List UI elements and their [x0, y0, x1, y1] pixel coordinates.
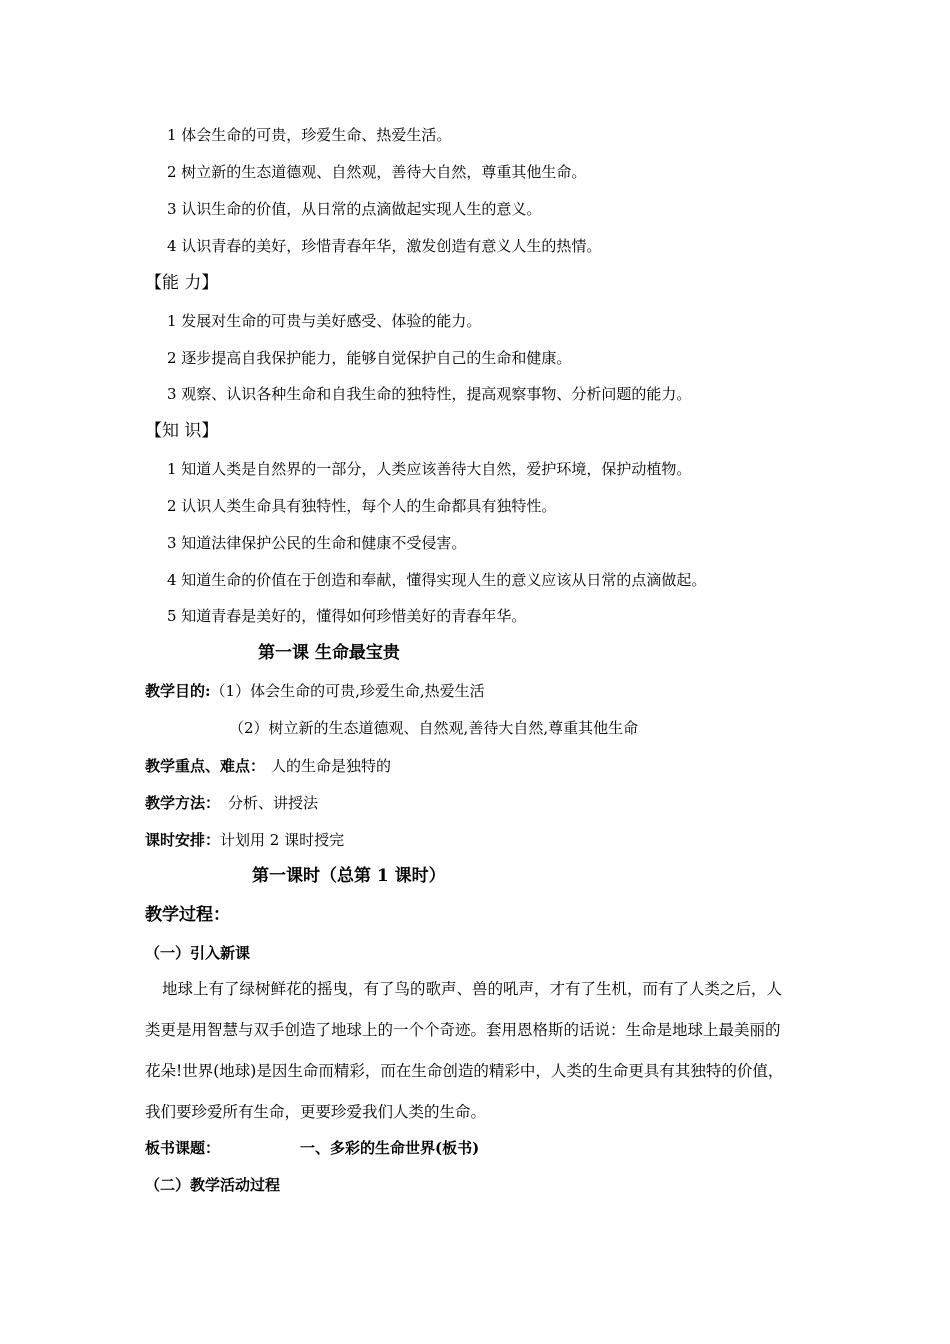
- activity-heading: （二）教学活动过程: [145, 1176, 281, 1194]
- key-row: [145, 756, 391, 776]
- knowledge-item: 2 认识人类生命具有独特性，每个人的生命都具有独特性。: [167, 497, 557, 515]
- goal-item: 4 认识青春的美好，珍惜青春年华，激发创造有意义人生的热情。: [167, 237, 602, 255]
- objective-label: 教学目的:: [145, 682, 211, 700]
- method-value: 分析、讲授法: [228, 794, 319, 812]
- lesson-title: 第一课 生命最宝贵: [258, 643, 400, 663]
- schedule-label: 课时安排：: [145, 831, 221, 849]
- ability-item: 2 逐步提高自我保护能力，能够自觉保护自己的生命和健康。: [167, 349, 572, 367]
- goal-item: 1 体会生命的可贵，珍爱生命、热爱生活。: [167, 126, 452, 144]
- knowledge-heading: 【知 识】: [145, 421, 219, 441]
- objective-row: [145, 681, 485, 701]
- intro-paragraph-line: 类更是用智慧与双手创造了地球上的一个个奇迹。套用恩格斯的话说：生命是地球上最美丽的: [145, 1021, 781, 1039]
- knowledge-item: 3 知道法律保护公民的生命和健康不受侵害。: [167, 534, 467, 552]
- intro-paragraph-line: 地球上有了绿树鲜花的摇曳，有了鸟的歌声、兽的吼声，才有了生机，而有了人类之后，人: [162, 980, 783, 998]
- board-row: [145, 1138, 479, 1158]
- objective-1: （1）体会生命的可贵,珍爱生命,热爱生活: [210, 682, 485, 700]
- ability-heading: 【能 力】: [145, 273, 219, 293]
- goal-item: 2 树立新的生态道德观、自然观，善待大自然，尊重其他生命。: [167, 163, 587, 181]
- intro-paragraph-line: 花朵!世界(地球)是因生命而精彩，而在生命创造的精彩中，人类的生命更具有其独特的价值，: [145, 1062, 784, 1080]
- process-heading: 教学过程：: [145, 905, 230, 925]
- method-label: 教学方法：: [145, 794, 221, 812]
- schedule-value: 计划用 2 课时授完: [220, 831, 345, 849]
- ability-item: 3 观察、认识各种生命和自我生命的独特性，提高观察事物、分析问题的能力。: [167, 385, 692, 403]
- key-value: 人的生命是独特的: [271, 757, 392, 775]
- board-value: 一、多彩的生命世界(板书): [300, 1139, 480, 1157]
- board-label: 板书课题：: [145, 1139, 221, 1157]
- schedule-row: [145, 830, 344, 850]
- ability-item: 1 发展对生命的可贵与美好感受、体验的能力。: [167, 312, 482, 330]
- period-title: 第一课时（总第 1 课时）: [252, 866, 446, 886]
- intro-paragraph-line: 我们要珍爱所有生命，更要珍爱我们人类的生命。: [145, 1103, 487, 1121]
- key-label: 教学重点、难点：: [145, 757, 266, 775]
- objective-2: （2）树立新的生态道德观、自然观,善待大自然,尊重其他生命: [229, 719, 639, 737]
- method-row: [145, 793, 318, 813]
- knowledge-item: 1 知道人类是自然界的一部分，人类应该善待大自然，爱护环境，保护动植物。: [167, 460, 692, 478]
- knowledge-item: 4 知道生命的价值在于创造和奉献，懂得实现人生的意义应该从日常的点滴做起。: [167, 571, 707, 589]
- goal-item: 3 认识生命的价值，从日常的点滴做起实现人生的意义。: [167, 200, 542, 218]
- intro-heading: （一）引入新课: [145, 944, 251, 962]
- knowledge-item: 5 知道青春是美好的，懂得如何珍惜美好的青春年华。: [167, 607, 527, 625]
